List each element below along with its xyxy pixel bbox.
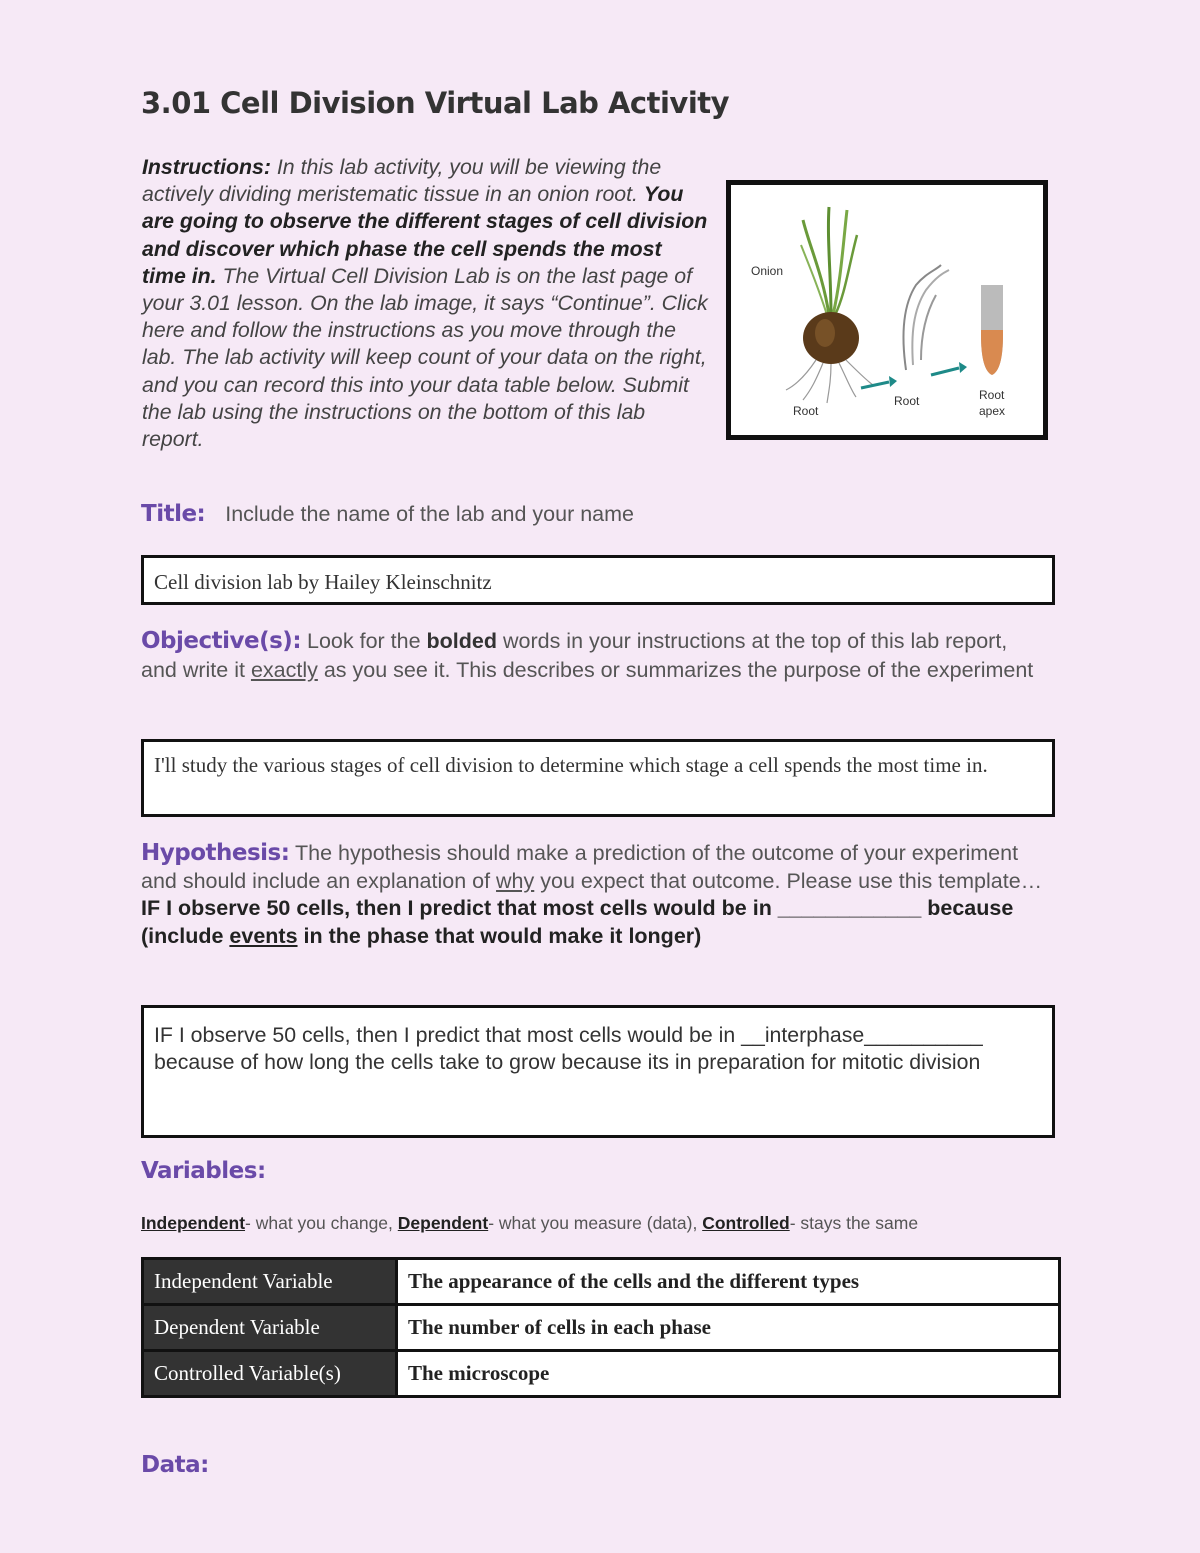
controlled-term: Controlled <box>702 1213 790 1233</box>
instructions-bold-objective: You are going to observe the different stages of cell division and discover which phase the cell spends the most time in. <box>142 182 708 288</box>
title-answer: Cell division lab by Hailey Kleinschnitz <box>154 570 492 594</box>
title-section-header <box>141 500 634 529</box>
hypothesis-why-word: why <box>496 868 535 893</box>
dependent-term: Dependent <box>397 1213 489 1233</box>
apex-label-2: apex <box>979 404 1006 418</box>
objective-text-1: Look for the <box>307 629 427 653</box>
onion-root-figure <box>726 180 1048 440</box>
independent-term: Independent <box>141 1213 246 1233</box>
objective-text-2: words in your instructions at the top of this lab report, and write it <box>141 629 1008 682</box>
dependent-variable-label: Dependent Variable <box>143 1305 397 1351</box>
objective-text-3: as you see it. This describes or summarizes the purpose of the experiment <box>317 658 1034 682</box>
objective-answer-box[interactable] <box>141 739 1055 817</box>
instructions-paragraph <box>142 154 710 453</box>
objective-section-header <box>141 627 1041 685</box>
objective-bolded-word: bolded <box>426 629 497 653</box>
instructions-label: Instructions: <box>142 155 271 179</box>
hypothesis-template-1: IF I observe 50 cells, then I predict that most cells would be in ____________ because (include <box>141 896 1014 948</box>
objective-exactly-word: exactly <box>250 658 318 682</box>
independent-desc: - what you change, <box>245 1213 398 1233</box>
apex-label-1: Root <box>979 388 1005 402</box>
page-title: 3.01 Cell Division Virtual Lab Activity <box>141 86 730 120</box>
title-answer-box[interactable] <box>141 555 1055 605</box>
table-row <box>143 1351 1060 1397</box>
objective-answer: I'll study the various stages of cell division to determine which stage a cell spends the most time in. <box>154 753 988 777</box>
hypothesis-section-header <box>141 840 1056 950</box>
variables-legend <box>141 1213 918 1234</box>
dependent-variable-value[interactable]: The number of cells in each phase <box>397 1305 1060 1351</box>
title-prompt: Include the name of the lab and your name <box>225 502 635 526</box>
hypothesis-answer: IF I observe 50 cells, then I predict that most cells would be in __interphase__________ because of how long the cells take to grow because its in preparation for mitotic division <box>154 1023 983 1074</box>
independent-variable-label: Independent Variable <box>143 1259 397 1305</box>
variables-heading: Variables: <box>141 1158 266 1184</box>
hypothesis-template-2: in the phase that would make it longer) <box>297 923 702 948</box>
controlled-variable-label: Controlled Variable(s) <box>143 1351 397 1397</box>
independent-variable-value[interactable]: The appearance of the cells and the different types <box>397 1259 1060 1305</box>
hypothesis-events-word: events <box>229 923 298 948</box>
variables-table <box>141 1257 1061 1398</box>
controlled-variable-value[interactable]: The microscope <box>397 1351 1060 1397</box>
root-label-2: Root <box>894 394 920 408</box>
data-heading: Data: <box>141 1452 209 1478</box>
hypothesis-text-2: you expect that outcome. Please use this template… <box>534 868 1043 893</box>
onion-label: Onion <box>751 264 784 278</box>
instructions-text-1: In this lab activity, you will be viewing the actively dividing meristematic tissue in an onion root. <box>142 155 662 207</box>
root-label-1: Root <box>793 404 819 418</box>
table-row <box>143 1305 1060 1351</box>
hypothesis-heading: Hypothesis: <box>141 840 290 866</box>
onion-root-diagram <box>731 185 1043 435</box>
table-row <box>143 1259 1060 1305</box>
objective-heading: Objective(s): <box>141 628 302 654</box>
hypothesis-answer-box[interactable] <box>141 1005 1055 1138</box>
hypothesis-text-1: The hypothesis should make a prediction of the outcome of your experiment and should include an explanation of <box>141 841 1019 893</box>
dependent-desc: - what you measure (data), <box>488 1213 703 1233</box>
instructions-text-2: The Virtual Cell Division Lab is on the last page of your 3.01 lesson. On the lab image, it says “Continue”. Click here and follow the instructions as you move through the lab. The lab activity will keep count of your data on the right, and you can record this into your data table below. Submit the lab using the instructions on the bottom of this lab report. <box>142 263 708 452</box>
controlled-desc: - stays the same <box>789 1213 919 1233</box>
title-heading: Title: <box>141 501 206 527</box>
